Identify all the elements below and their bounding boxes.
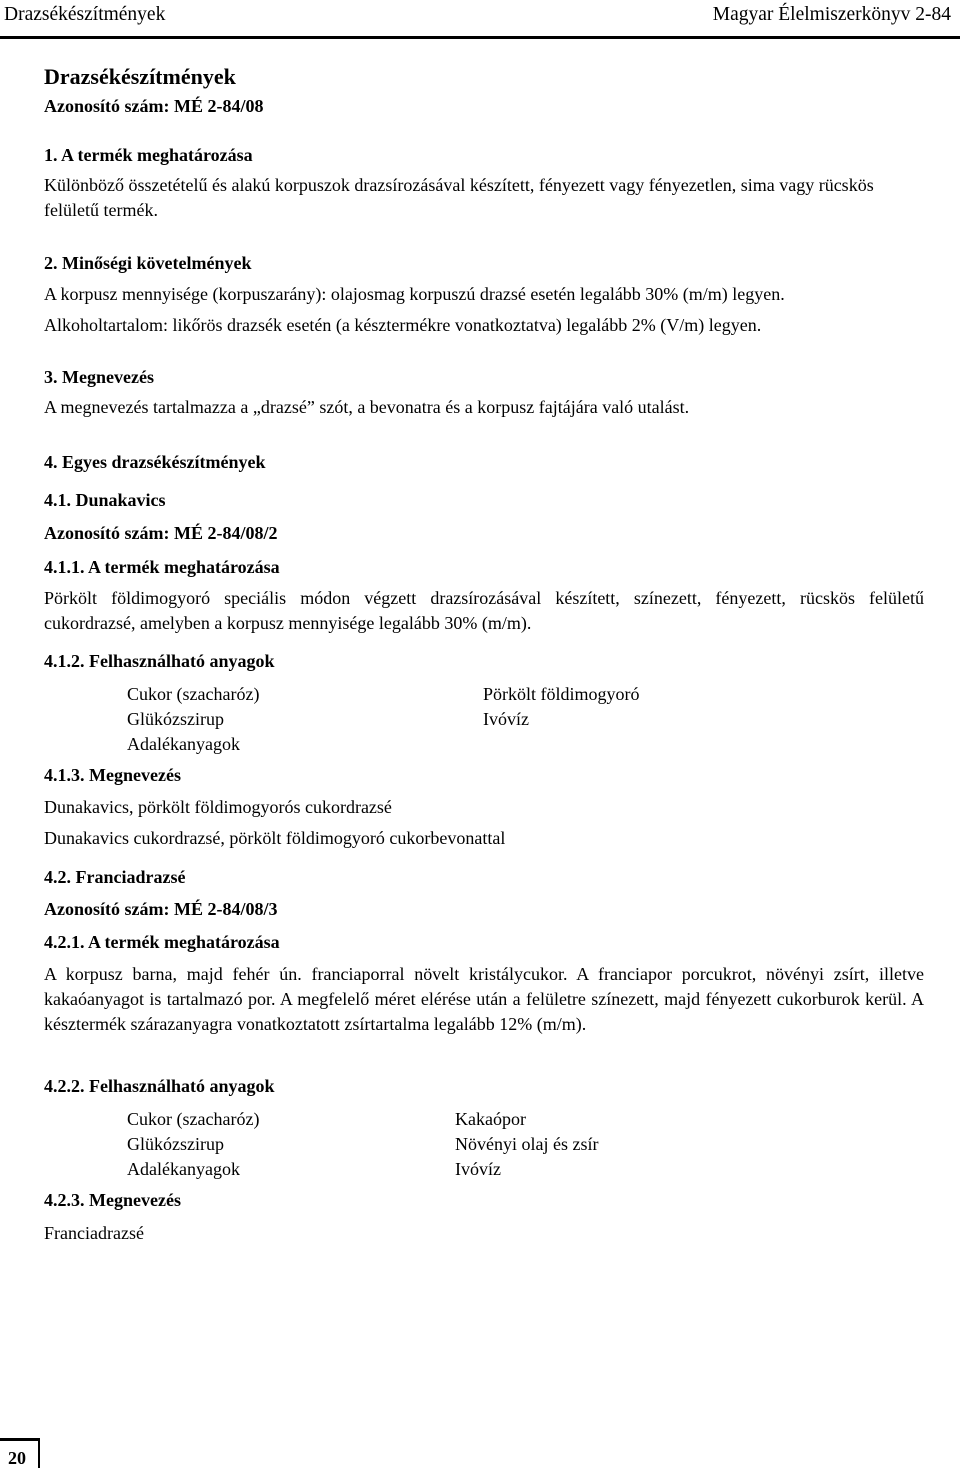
section-4-1-id: Azonosító szám: MÉ 2-84/08/2 — [44, 523, 278, 543]
ingredient-list-left — [127, 1107, 259, 1182]
header-section-title: Drazsékészítmények — [4, 4, 166, 25]
header-book-title: Magyar Élelmiszerkönyv 2-84 — [712, 4, 951, 25]
footer-side-rule — [38, 1438, 40, 1468]
section-4-2-id: Azonosító szám: MÉ 2-84/08/3 — [44, 899, 278, 919]
ingredient-item: Kakaópor — [455, 1109, 526, 1129]
ingredient-item: Pörkölt földimogyoró — [483, 684, 640, 704]
section-4-1-1-heading: 4.1.1. A termék meghatározása — [44, 557, 280, 577]
ingredient-item: Ivóvíz — [483, 709, 529, 729]
section-3-text: A megnevezés tartalmazza a „drazsé” szót, a bevonatra és a korpusz fajtájára való utalást. — [44, 397, 690, 417]
page-number: 20 — [8, 1448, 26, 1468]
section-4-2-1-heading: 4.2.1. A termék meghatározása — [44, 932, 280, 952]
ingredient-item: Cukor (szacharóz) — [127, 684, 260, 704]
ingredient-list-left — [127, 682, 259, 757]
ingredient-item: Adalékanyagok — [127, 1159, 240, 1179]
section-1-text: Különböző összetételű és alakú korpuszok drazsírozásával készített, fényezett vagy fényezetlen, sima vagy rücskös felületű termék. — [44, 175, 874, 220]
ingredient-item: Növényi olaj és zsír — [455, 1134, 599, 1154]
ingredient-item: Glükózszirup — [127, 709, 224, 729]
document-title: Drazsékészítmények — [44, 64, 236, 89]
ingredient-item: Adalékanyagok — [127, 734, 240, 754]
page-header — [0, 0, 960, 36]
section-4-2-heading: 4.2. Franciadrazsé — [44, 867, 186, 887]
section-4-1-heading: 4.1. Dunakavics — [44, 490, 166, 510]
section-4-heading: 4. Egyes drazsékészítmények — [44, 452, 266, 472]
ingredient-list-right — [455, 1107, 598, 1182]
section-4-2-1-text: A korpusz barna, majd fehér ún. franciaporral növelt kristálycukor. A franciapor porcukrot, növényi zsírt, illetve kakaóanyagot is tartalmazó por. A megfelelő méret elérése után a felületre színezett, majd fényezett cukorburok kerül. A késztermék szárazanyagra vonatkoztatott zsírtartalma legalább 12% (m/m). — [44, 964, 924, 1034]
section-4-1-1-text: Pörkölt földimogyoró speciális módon végzett drazsírozásával készített, színezett, fényezett, rücskös felületű cukordrazsé, amelyben a korpusz mennyisége legalább 30% (m/m). — [44, 588, 924, 633]
section-2-line-1: A korpusz mennyisége (korpuszarány): olajosmag korpuszú drazsé esetén legalább 30% (m/m) legyen. — [44, 284, 785, 304]
name-item: Dunakavics cukordrazsé, pörkölt földimogyoró cukorbevonattal — [44, 828, 506, 848]
section-4-1-3-heading: 4.1.3. Megnevezés — [44, 765, 181, 785]
name-item: Franciadrazsé — [44, 1223, 144, 1243]
ingredient-item: Ivóvíz — [455, 1159, 501, 1179]
ingredient-list-right — [483, 682, 640, 732]
section-4-1-2-heading: 4.1.2. Felhasználható anyagok — [44, 651, 275, 671]
section-1-heading: 1. A termék meghatározása — [44, 145, 253, 165]
ingredient-item: Cukor (szacharóz) — [127, 1109, 260, 1129]
header-divider — [0, 36, 960, 39]
section-2-heading: 2. Minőségi követelmények — [44, 253, 252, 273]
section-2-line-2: Alkoholtartalom: likőrös drazsék esetén (a késztermékre vonatkoztatva) legalább 2% (V/m) legyen. — [44, 315, 762, 335]
ingredient-item: Glükózszirup — [127, 1134, 224, 1154]
section-4-2-2-heading: 4.2.2. Felhasználható anyagok — [44, 1076, 275, 1096]
section-3-heading: 3. Megnevezés — [44, 367, 154, 387]
document-id: Azonosító szám: MÉ 2-84/08 — [44, 96, 264, 116]
section-4-2-3-heading: 4.2.3. Megnevezés — [44, 1190, 181, 1210]
footer-divider — [0, 1438, 40, 1441]
name-item: Dunakavics, pörkölt földimogyorós cukordrazsé — [44, 797, 392, 817]
